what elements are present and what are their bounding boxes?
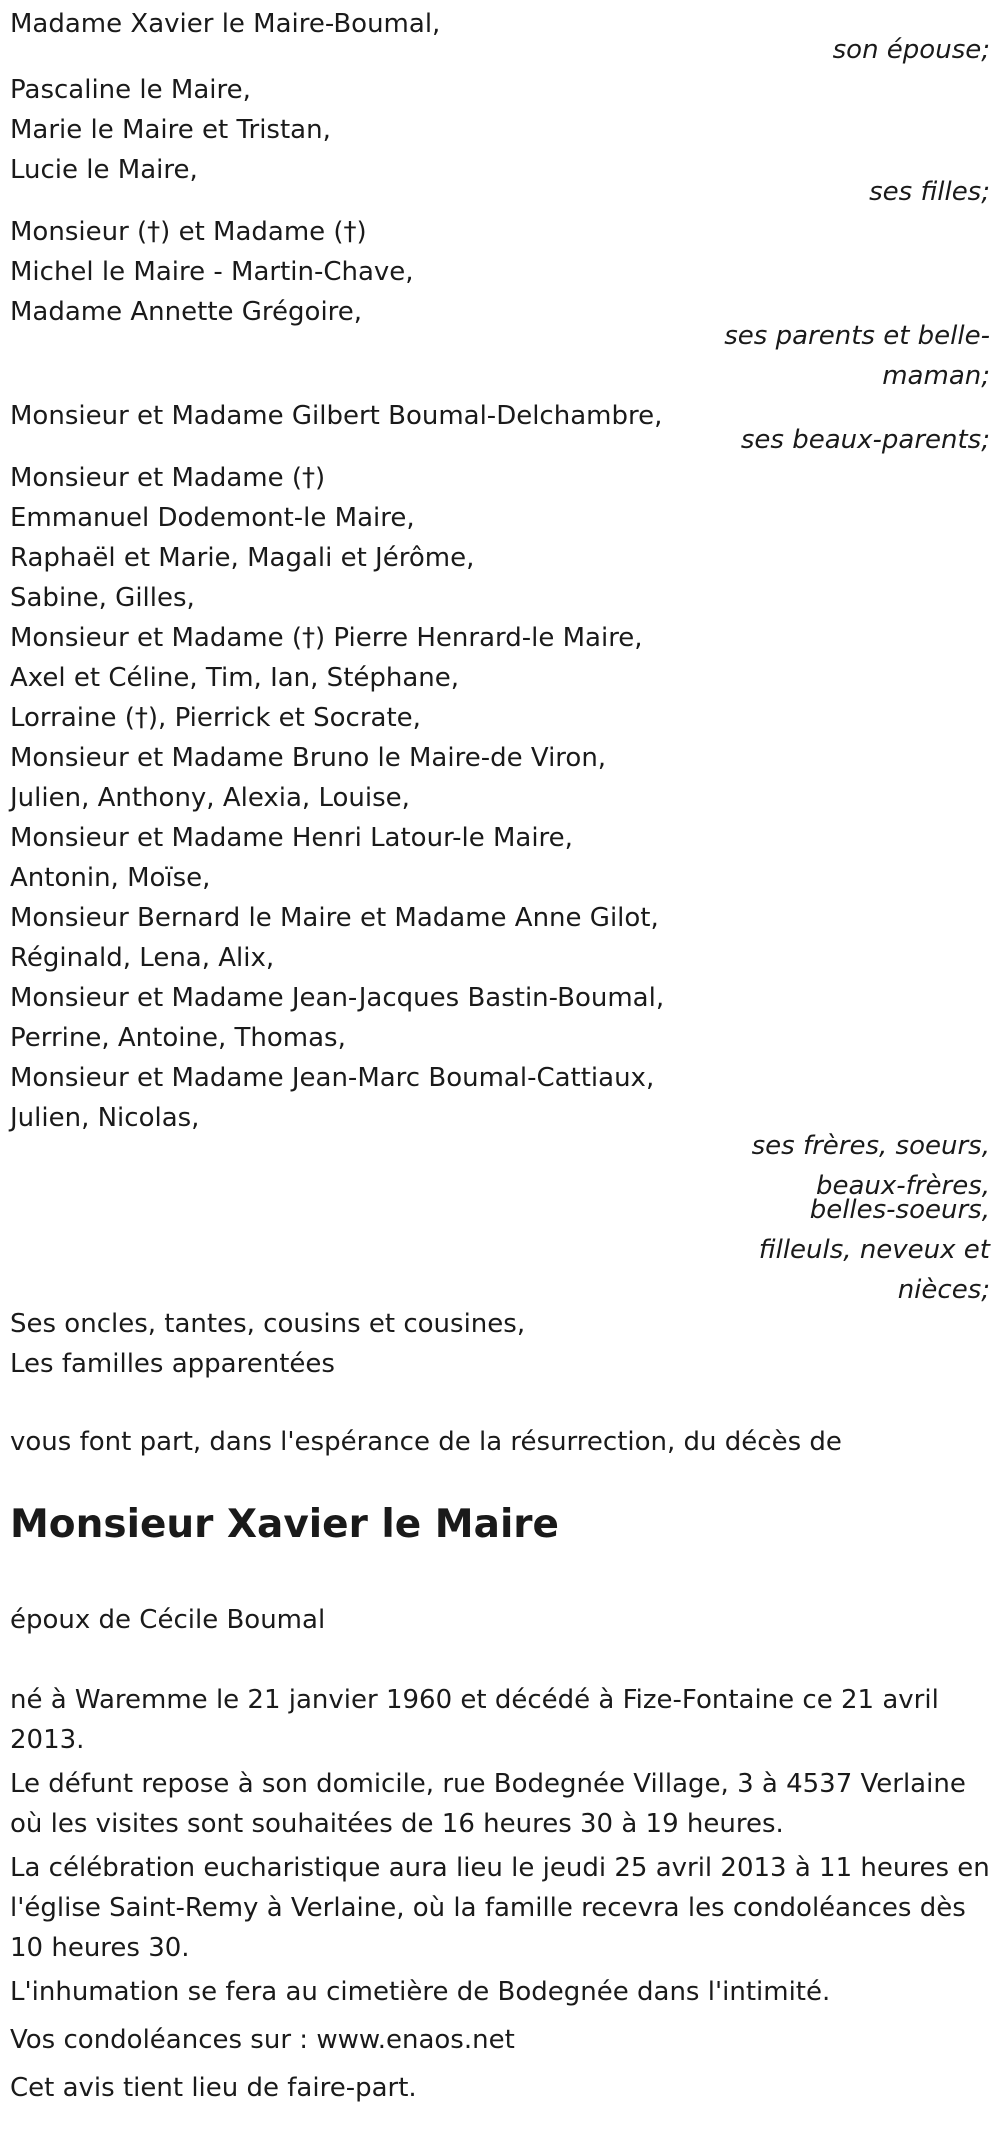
family-line: Réginald, Lena, Alix, <box>10 943 275 973</box>
family-line: Monsieur et Madame Bruno le Maire-de Viron, <box>10 743 607 773</box>
relation-label: maman; <box>882 361 990 391</box>
family-line: Madame Annette Grégoire, <box>10 297 363 327</box>
family-line: Monsieur et Madame Jean-Marc Boumal-Cattiaux, <box>10 1063 655 1093</box>
burial-line: L'inhumation se fera au cimetière de Bodegnée dans l'intimité. <box>10 1977 831 2007</box>
family-line: Les familles apparentées <box>10 1349 335 1379</box>
deceased-name: Monsieur Xavier le Maire <box>10 1502 559 1547</box>
family-line: Ses oncles, tantes, cousins et cousines, <box>10 1309 526 1339</box>
family-line: Raphaël et Marie, Magali et Jérôme, <box>10 543 475 573</box>
family-line: Madame Xavier le Maire-Boumal, <box>10 9 441 39</box>
family-line: Antonin, Moïse, <box>10 863 211 893</box>
family-line: Perrine, Antoine, Thomas, <box>10 1023 346 1053</box>
relation-label: beaux-frères, <box>815 1171 990 1201</box>
ceremony-paragraph: La célébration eucharistique aura lieu le jeudi 25 avril 2013 à 11 heures en l'église Saint-Remy à Verlaine, où la famille recevra les condoléances dès 10 heures 30. <box>10 1853 990 1963</box>
spouse-line: époux de Cécile Boumal <box>10 1605 326 1635</box>
relation-label: nièces; <box>897 1275 990 1305</box>
relation-label: son épouse; <box>832 35 990 65</box>
family-line: Monsieur Bernard le Maire et Madame Anne Gilot, <box>10 903 659 933</box>
family-line: Monsieur et Madame Jean-Jacques Bastin-Boumal, <box>10 983 665 1013</box>
family-line: Monsieur et Madame Gilbert Boumal-Delchambre, <box>10 401 663 431</box>
repose-paragraph: Le défunt repose à son domicile, rue Bodegnée Village, 3 à 4537 Verlaine où les visites sont souhaitées de 16 heures 30 à 19 heures. <box>10 1769 966 1839</box>
family-line: Lucie le Maire, <box>10 155 198 185</box>
relation-label: ses beaux-parents; <box>740 425 990 455</box>
family-line: Julien, Anthony, Alexia, Louise, <box>10 783 410 813</box>
relation-label: belles-soeurs, <box>809 1195 990 1225</box>
family-line: Lorraine (†), Pierrick et Socrate, <box>10 703 421 733</box>
relation-label: ses frères, soeurs, <box>751 1131 990 1161</box>
family-line: Emmanuel Dodemont-le Maire, <box>10 503 415 533</box>
birth-death-paragraph: né à Waremme le 21 janvier 1960 et décédé à Fize-Fontaine ce 21 avril 2013. <box>10 1685 939 1755</box>
relation-label: filleuls, neveux et <box>758 1235 990 1265</box>
family-line: Marie le Maire et Tristan, <box>10 115 331 145</box>
family-line: Axel et Céline, Tim, Ian, Stéphane, <box>10 663 460 693</box>
condolences-line: Vos condoléances sur : www.enaos.net <box>10 2025 515 2055</box>
family-line: Julien, Nicolas, <box>10 1103 200 1133</box>
relation-label: ses parents et belle- <box>724 321 990 351</box>
family-line: Pascaline le Maire, <box>10 75 251 105</box>
family-line: Monsieur et Madame (†) <box>10 463 326 493</box>
family-line: Monsieur (†) et Madame (†) <box>10 217 367 247</box>
family-line: Michel le Maire - Martin-Chave, <box>10 257 414 287</box>
family-line: Monsieur et Madame Henri Latour-le Maire, <box>10 823 573 853</box>
notice-line: Cet avis tient lieu de faire-part. <box>10 2073 417 2103</box>
family-line: Monsieur et Madame (†) Pierre Henrard-le Maire, <box>10 623 643 653</box>
announcement-text: vous font part, dans l'espérance de la résurrection, du décès de <box>10 1427 842 1457</box>
family-line: Sabine, Gilles, <box>10 583 195 613</box>
relation-label: ses filles; <box>869 177 990 207</box>
